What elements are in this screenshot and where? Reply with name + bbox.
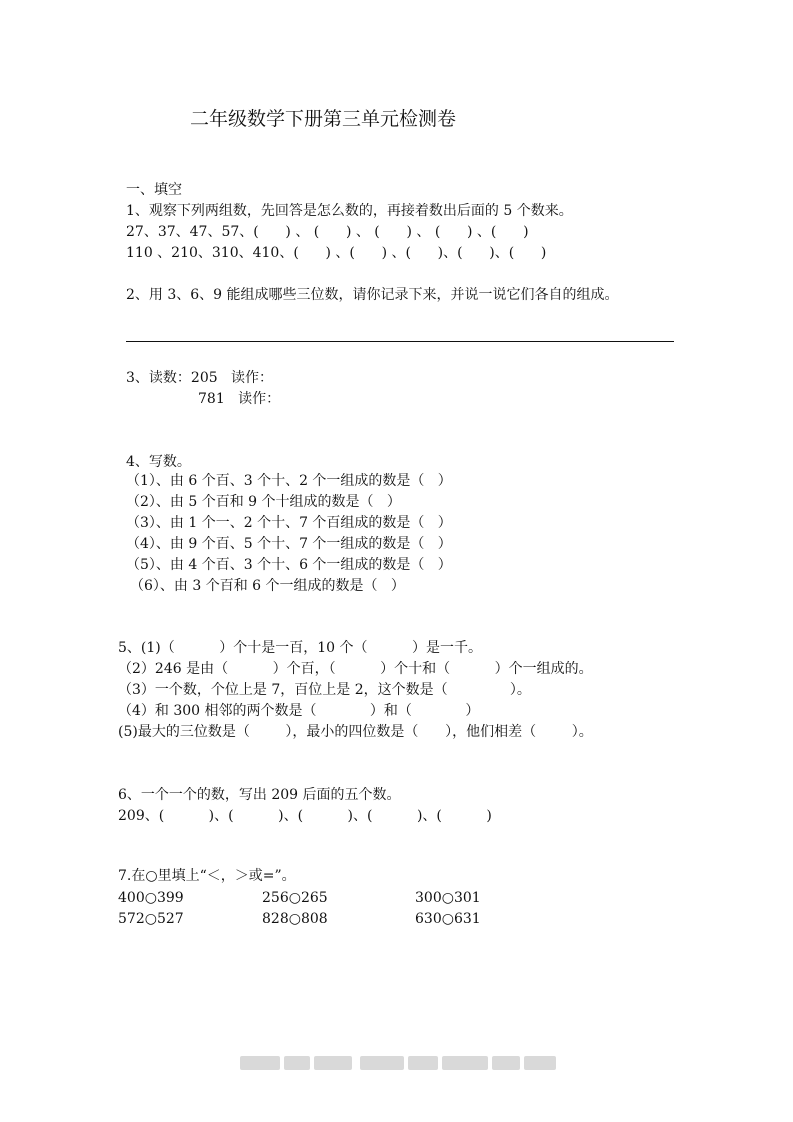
question-6-prompt: 6、一个一个的数，写出 209 后面的五个数。 <box>118 787 401 803</box>
compare-828-808: 828○808 <box>262 911 328 927</box>
compare-300-301: 300○301 <box>415 890 481 906</box>
question-4-item-3: （3）、由 1 个一、2 个十、7 个百组成的数是（ ） <box>126 515 452 531</box>
question-4-heading: 4、写数。 <box>126 454 191 470</box>
question-1-sequence-b: 110 、210、310、410、( ) 、( ) 、( )、( )、( ) <box>126 245 547 261</box>
question-5-part-3: （3）一个数，个位上是 7，百位上是 2，这个数是（ ）。 <box>118 682 531 698</box>
question-5-part-2: （2）246 是由（ ）个百，（ ）个十和（ ）个一组成的。 <box>118 661 593 677</box>
question-2-prompt: 2、用 3、6、9 能组成哪些三位数，请你记录下来，并说一说它们各自的组成。 <box>126 287 619 303</box>
compare-572-527: 572○527 <box>118 911 184 927</box>
question-3-read-205: 3、读数：205 读作： <box>126 370 273 386</box>
question-5-part-4: （4）和 300 相邻的两个数是（ ）和（ ） <box>118 703 480 719</box>
question-6-blanks: 209、( )、( )、( )、( )、( ) <box>118 808 492 824</box>
question-4-item-4: （4）、由 9 个百、5 个十、7 个一组成的数是（ ） <box>126 536 452 552</box>
question-4-item-6: （6）、由 3 个百和 6 个一组成的数是（ ） <box>130 578 405 594</box>
question-1-sequence-a: 27、37、47、57、( ) 、 ( ) 、 ( ) 、 ( ) 、( ) <box>126 224 529 240</box>
question-4-item-1: （1）、由 6 个百、3 个十、2 个一组成的数是（ ） <box>126 473 452 489</box>
section-heading-fill-blank: 一、填空 <box>126 182 182 198</box>
compare-630-631: 630○631 <box>415 911 481 927</box>
page-title: 二年级数学下册第三单元检测卷 <box>190 108 457 130</box>
question-5-part-5: (5)最大的三位数是（ ），最小的四位数是（ ），他们相差（ ）。 <box>118 724 593 740</box>
question-5-part-1: 5、(1)（ ）个十是一百，10 个（ ）是一千。 <box>118 640 483 656</box>
compare-256-265: 256○265 <box>262 890 328 906</box>
question-1-prompt: 1、观察下列两组数，先回答是怎么数的，再接着数出后面的 5 个数来。 <box>126 203 573 219</box>
question-4-item-5: （5）、由 4 个百、3 个十、6 个一组成的数是（ ） <box>126 557 452 573</box>
answer-line <box>126 341 674 342</box>
question-7-prompt: 7.在○里填上“＜，＞或=”。 <box>118 868 296 884</box>
compare-400-399: 400○399 <box>118 890 184 906</box>
question-4-item-2: （2）、由 5 个百和 9 个十组成的数是（ ） <box>126 494 401 510</box>
question-3-read-781: 781 读作： <box>198 391 281 407</box>
